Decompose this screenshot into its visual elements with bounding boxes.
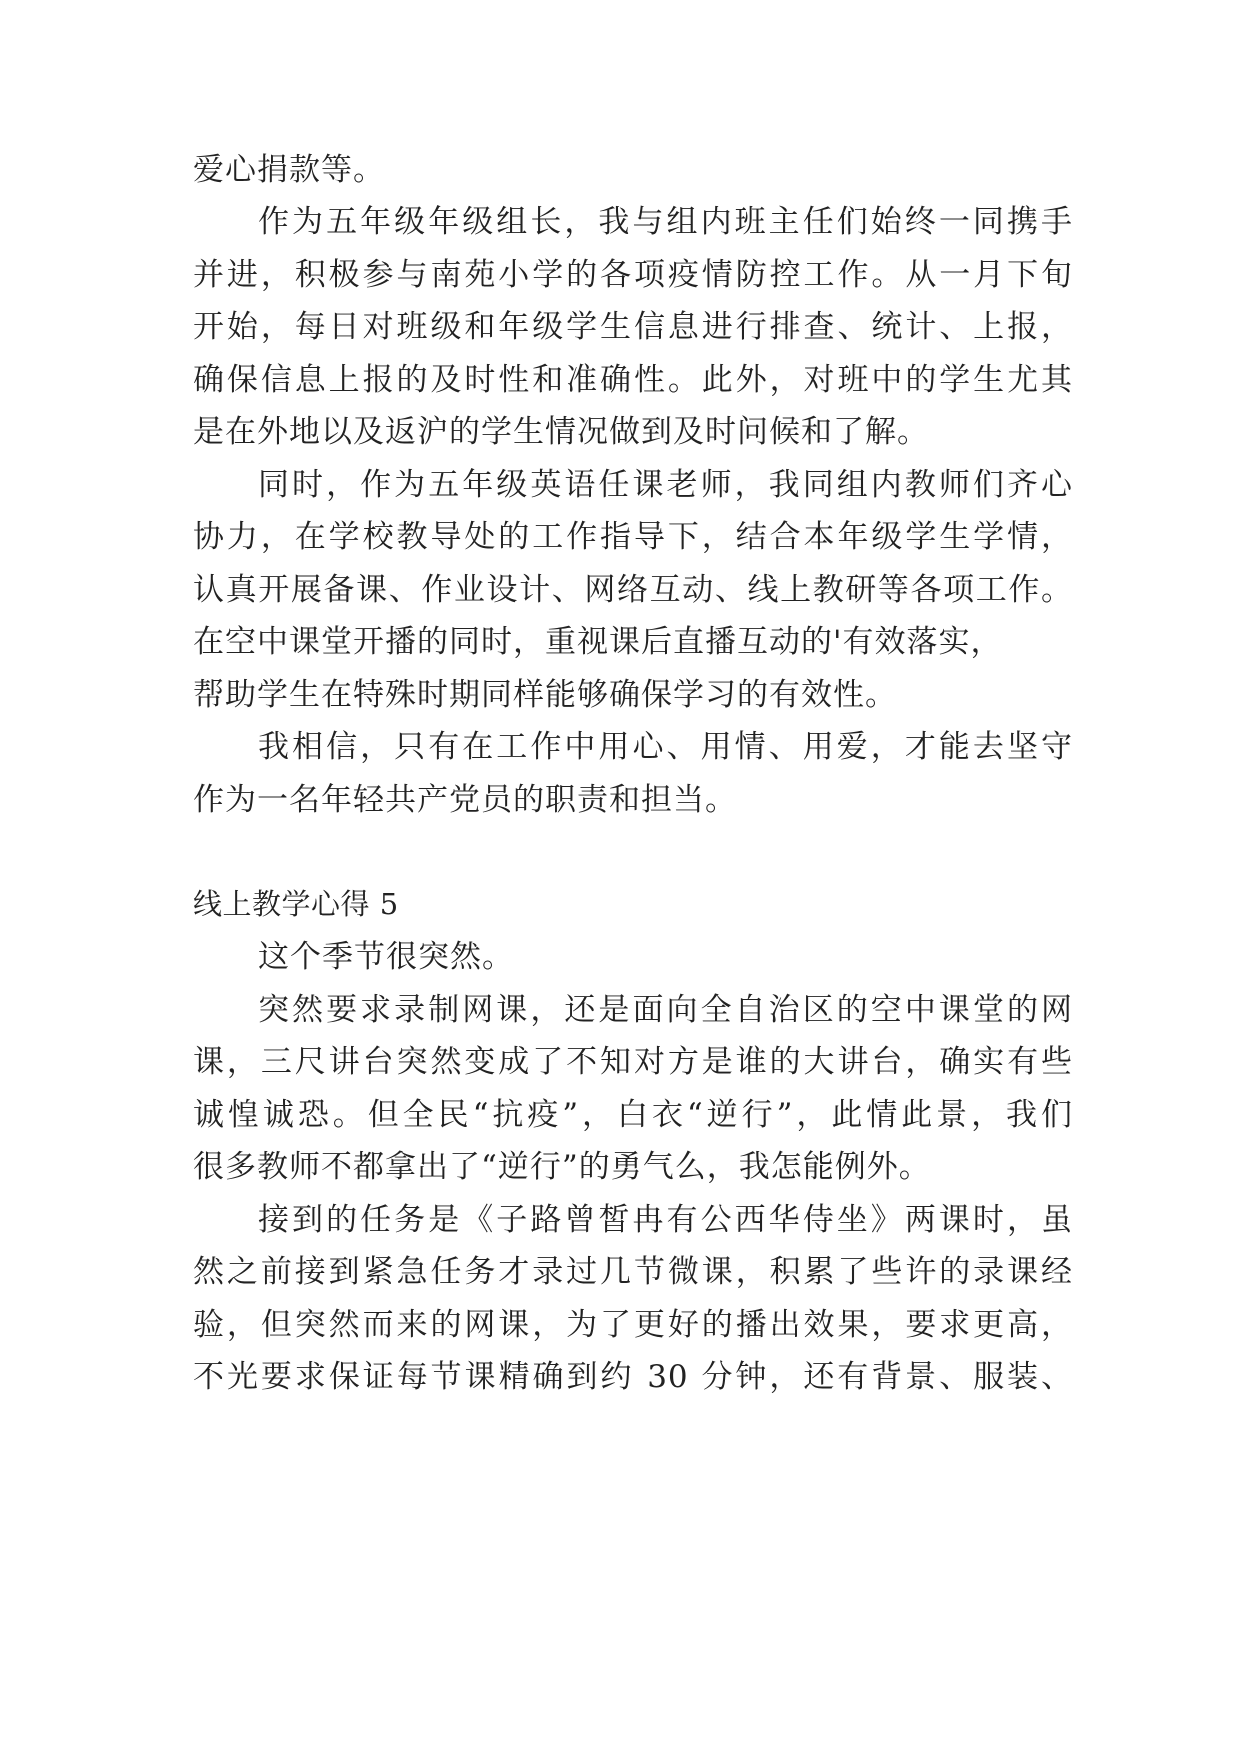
text-line: 作为一名年轻共产党员的职责和担当。 [193,782,737,818]
paragraph-first-line: 我相信，只有在工作中用心、用情、用爱，才能去坚守 [258,729,1073,765]
text-line: 验，但突然而来的网课，为了更好的播出效果，要求更高， [193,1307,1073,1343]
text-line: 协力，在学校教导处的工作指导下，结合本年级学生学情， [193,519,1073,555]
text-line: 确保信息上报的及时性和准确性。此外，对班中的学生尤其 [193,362,1073,398]
text-line: 很多教师不都拿出了“逆行”的勇气么，我怎能例外。 [193,1149,931,1185]
text-line: 然之前接到紧急任务才录过几节微课，积累了些许的录课经 [193,1254,1073,1290]
text-line: 并进，积极参与南苑小学的各项疫情防控工作。从一月下旬 [193,257,1073,293]
paragraph-first-line: 同时，作为五年级英语任课老师，我同组内教师们齐心 [258,467,1073,503]
paragraph-first-line: 作为五年级年级组长，我与组内班主任们始终一同携手 [258,204,1073,240]
text-line: 诚惶诚恐。但全民“抗疫”，白衣“逆行”，此情此景，我们 [193,1097,1073,1133]
text-line: 在空中课堂开播的同时，重视课后直播互动的'有效落实， [193,624,1003,660]
paragraph-first-line: 突然要求录制网课，还是面向全自治区的空中课堂的网 [258,992,1073,1028]
text-line: 开始，每日对班级和年级学生信息进行排查、统计、上报， [193,309,1073,345]
text-line: 帮助学生在特殊时期同样能够确保学习的有效性。 [193,677,897,713]
paragraph-first-line: 接到的任务是《子路曾皙冉有公西华侍坐》两课时，虽 [258,1202,1073,1238]
text-line: 爱心捐款等。 [193,152,385,188]
text-line: 课，三尺讲台突然变成了不知对方是谁的大讲台，确实有些 [193,1044,1073,1080]
text-line: 认真开展备课、作业设计、网络互动、线上教研等各项工作。 [193,572,1073,608]
section-heading: 线上教学心得 5 [193,887,399,921]
text-line: 不光要求保证每节课精确到约 30 分钟，还有背景、服装、 [193,1359,1073,1395]
text-line: 是在外地以及返沪的学生情况做到及时问候和了解。 [193,414,929,450]
paragraph-first-line: 这个季节很突然。 [258,939,514,975]
